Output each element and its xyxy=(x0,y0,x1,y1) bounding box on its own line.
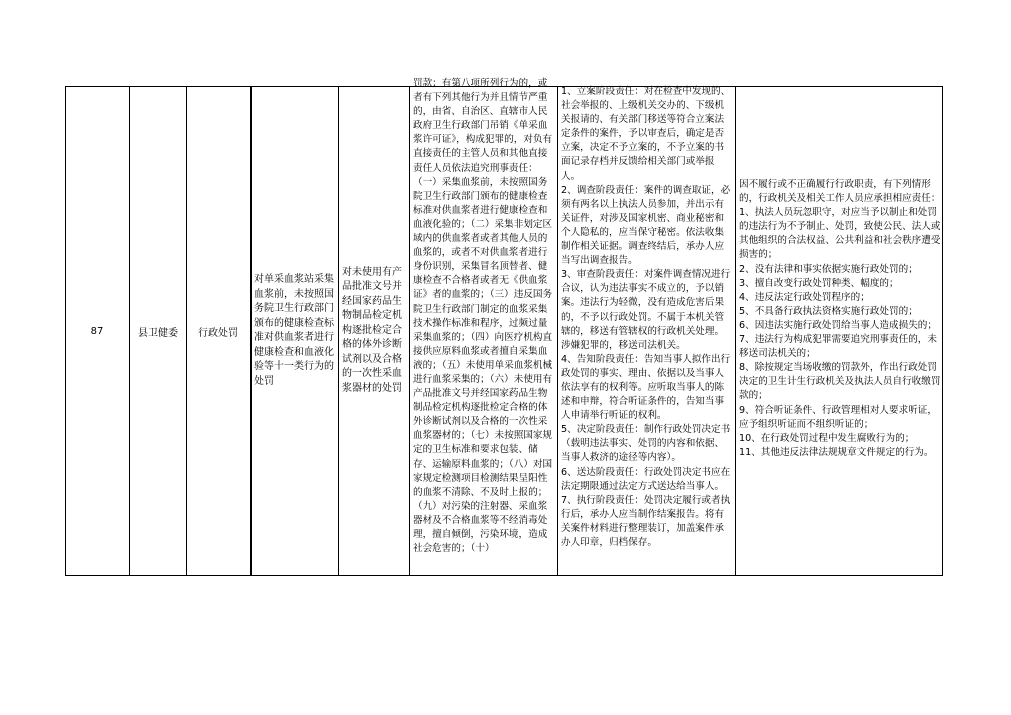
power-type-cell xyxy=(188,86,248,576)
power-type: 行政处罚 xyxy=(198,327,238,339)
power-list-table xyxy=(65,78,943,576)
basis-cell xyxy=(411,78,557,576)
department-cell xyxy=(131,86,185,576)
col-border xyxy=(735,86,736,576)
col-border xyxy=(186,86,187,576)
duty-text: 1、立案阶段责任：对在检查中发现的、社会举报的、上级机关交办的、下级机关报请的、有关部门移送等符合立案法定条件的案件，予以审查后，确定是否立案，决定不予立案的，不予立案的书面记录存档并反馈给相关部门或举报人。 2、调查阶段责任：案件的调查取证，必须有两名以上执法人员参加，并出示有关证件，对涉及国家机密、商业秘密和个人隐私的，应当保守秘密。依法收集制作相关证据。调查终结后，承办人应当写出调查报告。 3、审查阶段责任：对案件调查情况进行合议，认为违法事实不成立的，予以销案。违法行为轻微，没有造成危害后果的，不予以行政处罚。不属于本机关管辖的，移送有管辖权的行政机关处理。涉嫌犯罪的，移送司法机关。 4、告知阶段责任：告知当事人拟作出行政处罚的事实、理由、依据以及当事人依法享有的权利等。应听取当事人的陈述和申辩，符合听证条件的，告知当事人申请举行听证的权利。 5、决定阶段责任：制作行政处罚决定书（载明违法事实、处罚的内容和依据、当事人救济的途径等内容）。 6、送达阶段责任：行政处罚决定书应在法定期限通过法定方式送达给当事人。 7、执行阶段责任：处罚决定履行或者执行后，承办人应当制作结案报告。将有关案件材料进行整理装订，加盖案件承办人印章，归档保存。 xyxy=(561,86,731,548)
duties-cell xyxy=(559,86,735,576)
row-number-cell xyxy=(65,86,129,576)
col-border xyxy=(409,86,410,576)
sub-item-cell xyxy=(340,86,408,576)
col-border xyxy=(557,86,558,576)
item-name-cell xyxy=(252,86,336,576)
col-border xyxy=(129,86,130,576)
item-name: 对单采血浆站采集血浆前，未按照国务院卫生行政部门颁布的健康检查标准对供血浆者进行健康检查和血液化验等十一类行为的处罚 xyxy=(254,274,334,387)
legal-basis-text: 罚款；有第八项所列行为的，或者有下列其他行为并且情节严重的，由省、自治区、直辖市人民政府卫生行政部门吊销《单采血浆许可证》，构成犯罪的，对负有直接责任的主管人员和其他直接责任人员依法追究刑事责任：（一）采集血浆前，未按照国务院卫生行政部门颁布的健康检查标准对供血浆者进行健康检查和血液化验的；（二）采集非划定区域内的供血浆者或者其他人员的血浆的，或者不对供血浆者进行身份识别，采集冒名顶替者、健康检查不合格者或者无《供血浆证》者的血浆的；（三）违反国务院卫生行政部门制定的血浆采集技术操作标准和程序，过频过量采集血浆的；（四）向医疗机构直接供应原料血浆或者擅自采集血液的；（五）未使用单采血浆机械进行血浆采集的；（六）未使用有产品批准文号并经国家药品生物制品检定机构逐批检定合格的体外诊断试剂以及合格的一次性采血浆器材的；（七）未按照国家规定的卫生标准和要求包装、储存、运输原料血浆的；（八）对国家规定检测项目检测结果呈阳性的血浆不清除、不及时上报的；（九）对污染的注射器、采血浆器材及不合格血浆等不经消毒处理，擅自倾倒，污染环境，造成社会危害的；（十） xyxy=(413,78,553,555)
row-number: 87 xyxy=(90,325,104,337)
accountability-cell xyxy=(737,86,943,576)
accountability-text: 因不履行或不正确履行行政职责，有下列情形的，行政机关及相关工作人员应承担相应责任： 1、执法人员玩忽职守，对应当予以制止和处罚的违法行为不予制止、处罚，致使公民、法人或其他组织的合法权益、公共利益和社会秩序遭受损害的； 2、没有法律和事实依据实施行政处罚的； 3、擅自改变行政处罚种类、幅度的； 4、违反法定行政处罚程序的； 5、不具备行政执法资格实施行政处罚的； 6、因违法实施行政处罚给当事人造成损失的； 7、违法行为构成犯罪需要追究刑事责任的，未移送司法机关的； 8、除按规定当场收缴的罚款外，作出行政处罚决定的卫生计生行政机关及执法人员自行收缴罚款的； 9、符合听证条件、行政管理相对人要求听证，应予组织听证而不组织听证的； 10、在行政处罚过程中发生腐败行为的； 11、其他违反法律法规规章文件规定的行为。 xyxy=(739,179,941,458)
col-border xyxy=(338,86,339,576)
department: 县卫健委 xyxy=(138,327,178,339)
sub-item-name: 对未使用有产品批准文号并经国家药品生物制品检定机构逐批检定合格的体外诊断试剂以及合格的一次性采血浆器材的处罚 xyxy=(342,266,402,394)
